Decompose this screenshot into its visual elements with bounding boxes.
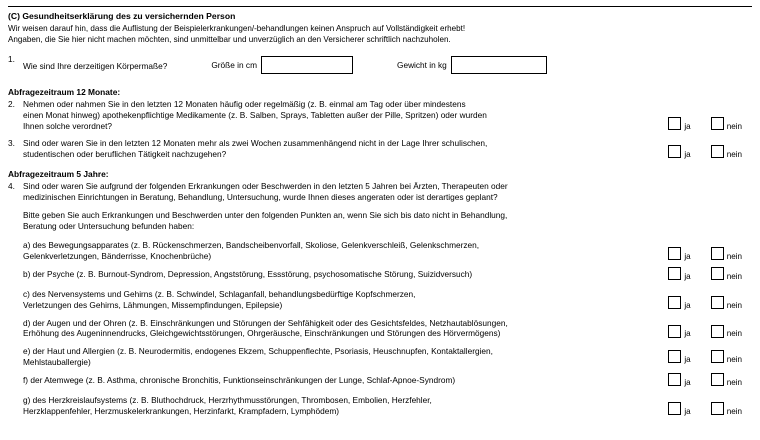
subitem-c <box>8 289 752 311</box>
question-2-text <box>23 99 752 132</box>
checkbox-no[interactable] <box>711 117 724 130</box>
label-yes: ja <box>684 329 691 339</box>
label-no: nein <box>726 150 742 159</box>
label-no: nein <box>726 407 742 417</box>
subitem-f-answers <box>668 373 742 386</box>
subitem-d-text <box>23 318 752 340</box>
question-2-line-2: einen Monat hinweg) apothekenpflichtige Medikamente (z. B. Salben, Sprays, Tabletten außer der Pille, Spritzen) oder wurden <box>23 110 487 121</box>
label-yes: ja <box>684 355 691 365</box>
question-3-line-1: Sind oder waren Sie in den letzten 12 Monaten mehr als zwei Wochen zusammenhängend nicht in der Lage Ihrer schulischen, <box>23 138 488 149</box>
subitem-d-answer-no[interactable] <box>711 325 742 338</box>
label-yes: ja <box>684 122 691 132</box>
label-yes: ja <box>684 271 691 281</box>
subitem-g-line-1: g) des Herzkreislaufsystems (z. B. Bluthochdruck, Herzrhythmusstörungen, Thrombosen, Embolien, Herzfehler, <box>23 395 432 406</box>
question-2 <box>8 99 752 132</box>
question-2-line-3: Ihnen solche verordnet? <box>23 121 113 132</box>
question-1-text: Wie sind Ihre derzeitigen Körpermaße? <box>23 61 168 72</box>
question-4-number: 4. <box>8 181 15 192</box>
label-yes: ja <box>684 378 691 388</box>
question-3-answer-no[interactable] <box>711 145 742 158</box>
question-3-answer-yes[interactable] <box>668 145 690 158</box>
checkbox-no[interactable] <box>711 267 724 280</box>
group-heading-5-years: Abfragezeitraum 5 Jahre: <box>8 168 109 179</box>
subitem-d-line-1: d) der Augen und der Ohren (z. B. Einschränkungen und Störungen der Sehfähigkeit oder des Gesichtsfeldes, Netzhautablösungen, <box>23 317 508 328</box>
subitem-f-answer-yes[interactable] <box>668 373 690 386</box>
checkbox-yes[interactable] <box>668 373 681 386</box>
label-yes: ja <box>684 300 691 310</box>
label-yes: ja <box>684 150 691 159</box>
subitem-e <box>8 346 752 368</box>
label-no: nein <box>726 378 742 388</box>
question-1-number: 1. <box>8 54 15 65</box>
subitem-g-answer-no[interactable] <box>711 402 742 415</box>
subitem-b-text <box>23 269 752 280</box>
subitem-c-line-2: Verletzungen des Gehirns, Lähmungen, Missempfindungen, Epilepsie) <box>23 299 283 310</box>
question-3 <box>8 138 752 160</box>
label-no: nein <box>726 355 742 365</box>
checkbox-no[interactable] <box>711 296 724 309</box>
subitem-a-answer-yes[interactable] <box>668 247 690 260</box>
subitem-b-answer-yes[interactable] <box>668 267 690 280</box>
question-3-line-2: studentischen oder beruflichen Tätigkeit nachzugehen? <box>23 149 227 160</box>
weight-label: Gewicht in kg <box>397 59 447 70</box>
subitem-a-answer-no[interactable] <box>711 247 742 260</box>
subitem-d-answers <box>668 325 742 338</box>
checkbox-no[interactable] <box>711 325 724 338</box>
subitem-c-answer-no[interactable] <box>711 296 742 309</box>
subitem-f <box>8 375 752 386</box>
checkbox-yes[interactable] <box>668 267 681 280</box>
subitem-g-answer-yes[interactable] <box>668 402 690 415</box>
subitem-f-answer-no[interactable] <box>711 373 742 386</box>
checkbox-no[interactable] <box>711 350 724 363</box>
note-line-1: Bitte geben Sie auch Erkrankungen und Beschwerden unter den folgenden Punkten an, wenn Sie sich bis dato nicht in Behandlung, <box>23 209 508 220</box>
question-2-answers <box>668 117 742 130</box>
intro-line-1: Wir weisen darauf hin, dass die Auflistung der Beispielerkrankungen/-behandlungen keinen Anspruch auf Vollständigkeit erhebt! <box>8 24 466 34</box>
subitem-g-text <box>23 395 752 417</box>
checkbox-yes[interactable] <box>668 296 681 309</box>
label-yes: ja <box>684 407 691 417</box>
checkbox-yes[interactable] <box>668 145 681 158</box>
question-3-answers <box>668 145 742 158</box>
subitem-b-line-1: b) der Psyche (z. B. Burnout-Syndrom, Depression, Angststörung, Essstörung, psychosomatische Störung, Suizidversuch) <box>23 268 473 279</box>
checkbox-yes[interactable] <box>668 117 681 130</box>
section-title: (C) Gesundheitserklärung des zu versichernden Person <box>8 11 236 21</box>
subitem-g-line-2: Herzklappenfehler, Herzmuskelerkrankungen, Herzinfarkt, Krampfadern, Lymphödem) <box>23 406 340 417</box>
subitem-b-answers <box>668 267 742 280</box>
question-4-line-1: Sind oder waren Sie aufgrund der folgenden Erkrankungen oder Beschwerden in den letzten 5 Jahren bei Ärzten, Therapeuten oder <box>23 181 508 192</box>
subitem-e-answers <box>668 350 742 363</box>
group-heading-12-months: Abfragezeitraum 12 Monate: <box>8 87 121 98</box>
height-input[interactable] <box>261 56 353 74</box>
label-yes: ja <box>684 251 691 261</box>
question-1 <box>8 54 752 78</box>
subitem-a-text <box>23 240 752 262</box>
weight-input[interactable] <box>451 56 547 74</box>
subitem-b <box>8 269 752 280</box>
question-4-line-2: medizinischen Einrichtungen in Beratung, Behandlung, Untersuchung, wurde Ihnen dieses angeraten oder ist derartiges geplant? <box>23 192 498 202</box>
label-no: nein <box>726 251 742 261</box>
question-2-answer-yes[interactable] <box>668 117 690 130</box>
subitem-c-answers <box>668 296 742 309</box>
checkbox-yes[interactable] <box>668 350 681 363</box>
subitem-b-answer-no[interactable] <box>711 267 742 280</box>
question-2-number: 2. <box>8 99 15 110</box>
subitem-c-answer-yes[interactable] <box>668 296 690 309</box>
label-no: nein <box>726 271 742 281</box>
checkbox-yes[interactable] <box>668 402 681 415</box>
subitem-a-answers <box>668 247 742 260</box>
label-no: nein <box>726 300 742 310</box>
subitem-e-line-1: e) der Haut und Allergien (z. B. Neurodermitis, endogenes Ekzem, Schuppenflechte, Psoriasis, Heuschnupfen, Kontaktallergien, <box>23 346 493 357</box>
question-4 <box>8 181 752 203</box>
question-4-note <box>8 210 752 232</box>
checkbox-no[interactable] <box>711 402 724 415</box>
question-3-number: 3. <box>8 138 15 149</box>
subitem-a-line-2: Gelenkverletzungen, Bänderrisse, Knochenbrüche) <box>23 250 212 261</box>
subitem-d-answer-yes[interactable] <box>668 325 690 338</box>
subitem-a-line-1: a) des Bewegungsapparates (z. B. Rückenschmerzen, Bandscheibenvorfall, Skoliose, Gelenkverschleiß, Gelenkschmerzen, <box>23 239 480 250</box>
height-measure-group <box>211 56 353 74</box>
intro-line-2: Angaben, die Sie hier nicht machen möchten, sind unmittelbar und unverzüglich an den Versicherer schriftlich nachzuholen. <box>8 35 451 45</box>
note-line-2: Beratung oder Untersuchung befunden haben: <box>23 220 195 231</box>
label-no: nein <box>726 122 742 132</box>
height-label: Größe in cm <box>211 59 257 70</box>
top-divider <box>8 6 752 7</box>
subitem-d <box>8 318 752 340</box>
subitem-a <box>8 240 752 262</box>
checkbox-no[interactable] <box>711 247 724 260</box>
subitem-f-line-1: f) der Atemwege (z. B. Asthma, chronische Bronchitis, Funktionseinschränkungen der Lunge, Schlaf-Apnoe-Syndrom) <box>23 375 456 386</box>
question-2-line-1: Nehmen oder nahmen Sie in den letzten 12 Monaten häufig oder regelmäßig (z. B. einmal am Tag oder über mindestens <box>23 99 466 110</box>
subitem-g-answers <box>668 402 742 415</box>
checkbox-no[interactable] <box>711 145 724 158</box>
checkbox-yes[interactable] <box>668 325 681 338</box>
subitem-e-line-2: Mehlstauballergie) <box>23 357 91 368</box>
checkbox-no[interactable] <box>711 373 724 386</box>
subitem-d-line-2: Erhöhung des Augeninnendrucks, Gleichgewichtsstörungen, Ohrgeräusche, Einschränkungen und Störungen des Hörvermögens) <box>23 328 501 339</box>
section-intro <box>8 24 752 46</box>
checkbox-yes[interactable] <box>668 247 681 260</box>
subitem-c-text <box>23 289 752 311</box>
question-2-answer-no[interactable] <box>711 117 742 130</box>
subitem-e-text <box>23 346 752 368</box>
subitem-e-answer-yes[interactable] <box>668 350 690 363</box>
question-4-text <box>23 181 752 203</box>
question-3-text <box>23 138 752 160</box>
label-no: nein <box>726 329 742 339</box>
subitem-f-text <box>23 375 752 386</box>
weight-measure-group <box>397 56 547 74</box>
subitem-g <box>8 395 752 417</box>
subitem-e-answer-no[interactable] <box>711 350 742 363</box>
subitem-c-line-1: c) des Nervensystems und Gehirns (z. B. Schwindel, Schlaganfall, behandlungsbedürftige Kopfschmerzen, <box>23 288 416 299</box>
